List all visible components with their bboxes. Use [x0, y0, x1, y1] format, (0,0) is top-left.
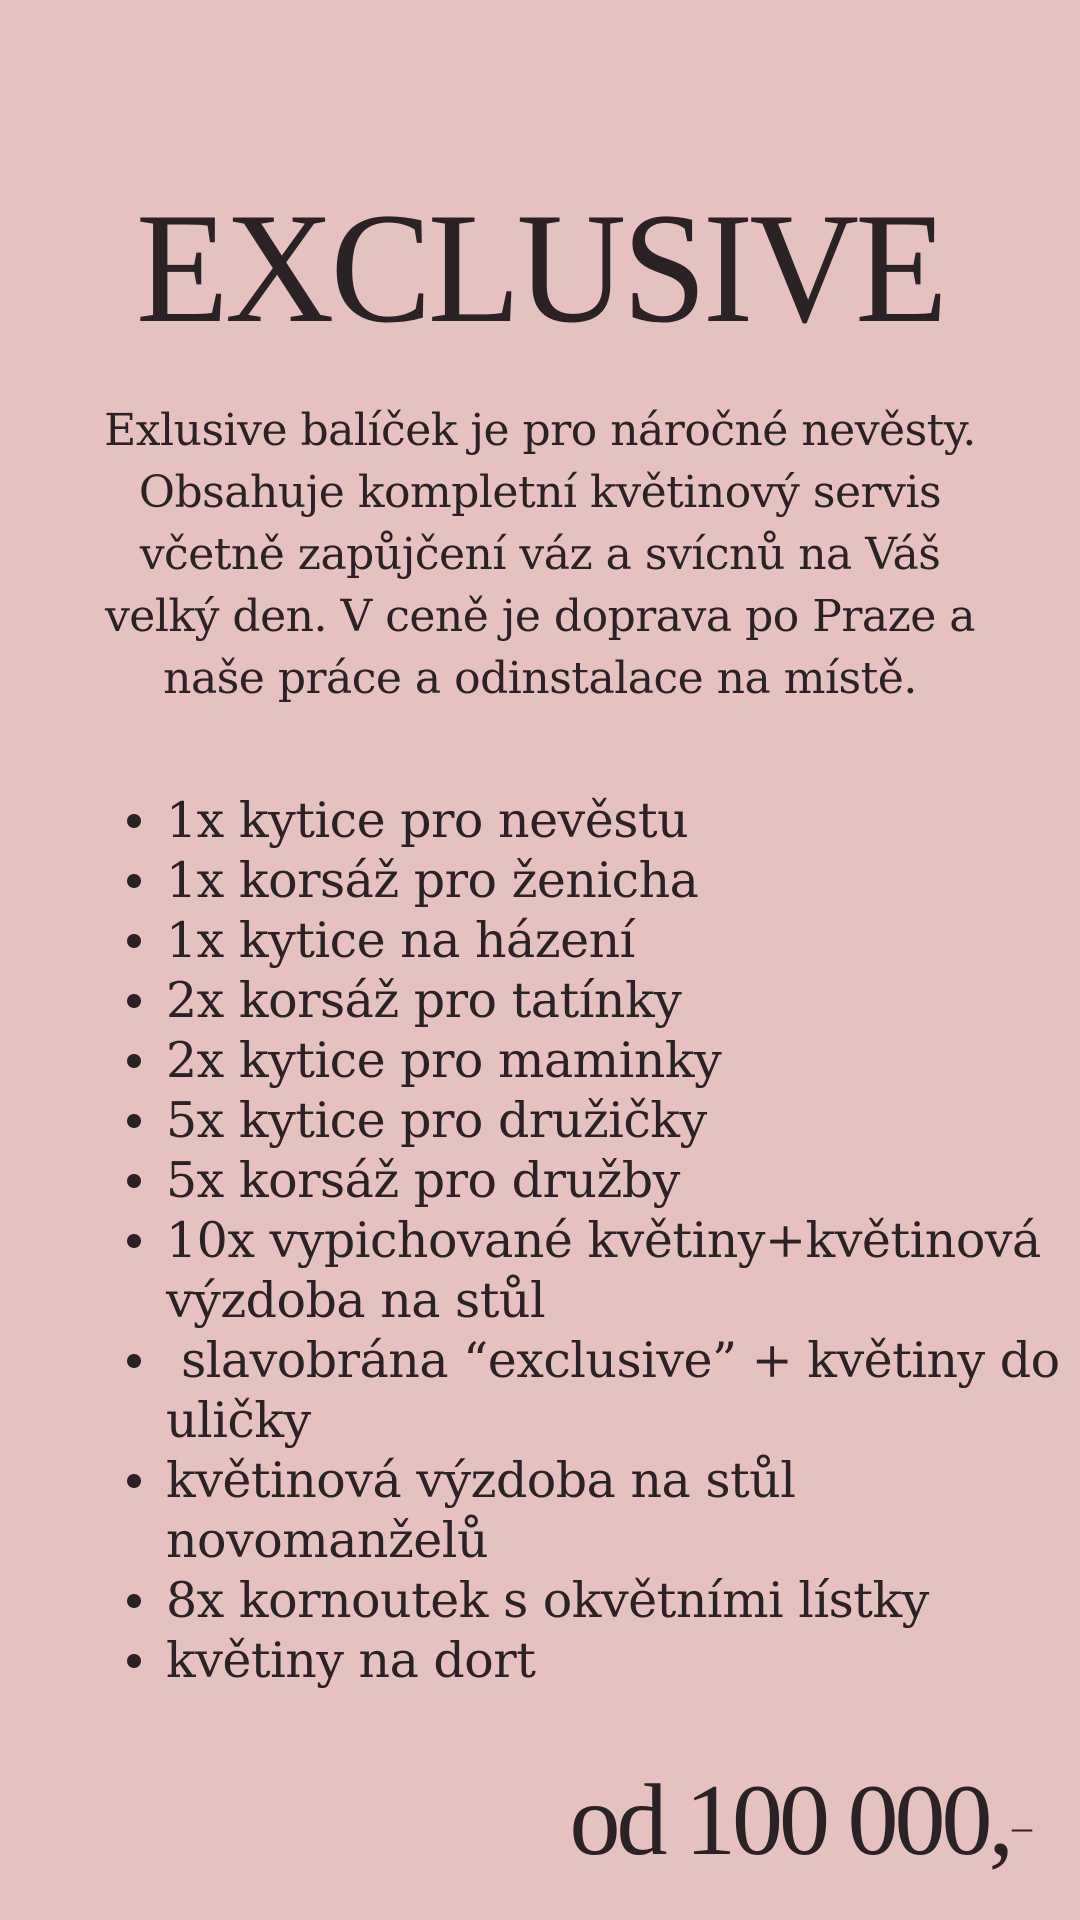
- list-item: [0, 1151, 1080, 1211]
- bullet-icon: [127, 814, 141, 828]
- page-title: EXCLUSIVE: [135, 181, 945, 356]
- list-item-text: 5x korsáž pro družby: [166, 1152, 680, 1209]
- list-item-text: novomanželů: [166, 1512, 489, 1569]
- bullet-icon: [127, 1654, 141, 1668]
- list-item: [0, 791, 1080, 851]
- list-item-text: uličky: [166, 1392, 311, 1449]
- bullet-icon: [127, 1114, 141, 1128]
- list-item: [0, 1031, 1080, 1091]
- package-items-list: [0, 791, 1080, 1691]
- list-item-text: 5x kytice pro družičky: [166, 1092, 707, 1149]
- list-item-text: 8x kornoutek s okvětními lístky: [166, 1572, 929, 1629]
- bullet-icon: [127, 934, 141, 948]
- list-item: [0, 1091, 1080, 1151]
- list-item: [0, 971, 1080, 1031]
- intro-line: velký den. V ceně je doprava po Praze a: [104, 591, 976, 642]
- list-item-text: 10x vypichované květiny+květinová: [166, 1212, 1041, 1269]
- list-item: [0, 851, 1080, 911]
- price: [569, 1764, 1033, 1878]
- list-item-text: slavobrána “exclusive” + květiny do: [166, 1332, 1060, 1389]
- list-item-text: 2x korsáž pro tatínky: [166, 972, 682, 1029]
- bullet-icon: [127, 1354, 141, 1368]
- intro-paragraph: [70, 400, 1010, 710]
- bullet-icon: [127, 1594, 141, 1608]
- list-item-text: 1x kytice na házení: [166, 912, 635, 969]
- list-item: [0, 1571, 1080, 1631]
- price-suffix: –: [1012, 1804, 1032, 1849]
- bullet-icon: [127, 1174, 141, 1188]
- list-item-text: květiny na dort: [166, 1632, 536, 1689]
- bullet-icon: [127, 994, 141, 1008]
- list-item: [0, 1631, 1080, 1691]
- list-item-text: 2x kytice pro maminky: [166, 1032, 722, 1089]
- list-item: [0, 1211, 1080, 1331]
- bullet-icon: [127, 1054, 141, 1068]
- list-item-text: 1x korsáž pro ženicha: [166, 852, 699, 909]
- bullet-icon: [127, 1474, 141, 1488]
- list-item-text: květinová výzdoba na stůl: [166, 1452, 796, 1509]
- bullet-icon: [127, 1234, 141, 1248]
- intro-line: Exlusive balíček je pro náročné nevěsty.: [104, 405, 976, 456]
- list-item: [0, 1451, 1080, 1571]
- intro-line: Obsahuje kompletní květinový servis: [138, 467, 942, 518]
- bullet-icon: [127, 874, 141, 888]
- price-amount: od 100 000,: [569, 1764, 1010, 1877]
- intro-line: včetně zapůjčení váz a svícnů na Váš: [139, 529, 941, 580]
- list-item: [0, 911, 1080, 971]
- intro-line: naše práce a odinstalace na místě.: [163, 653, 917, 704]
- list-item: [0, 1331, 1080, 1451]
- list-item-text: výzdoba na stůl: [166, 1272, 546, 1329]
- list-item-text: 1x kytice pro nevěstu: [166, 792, 689, 849]
